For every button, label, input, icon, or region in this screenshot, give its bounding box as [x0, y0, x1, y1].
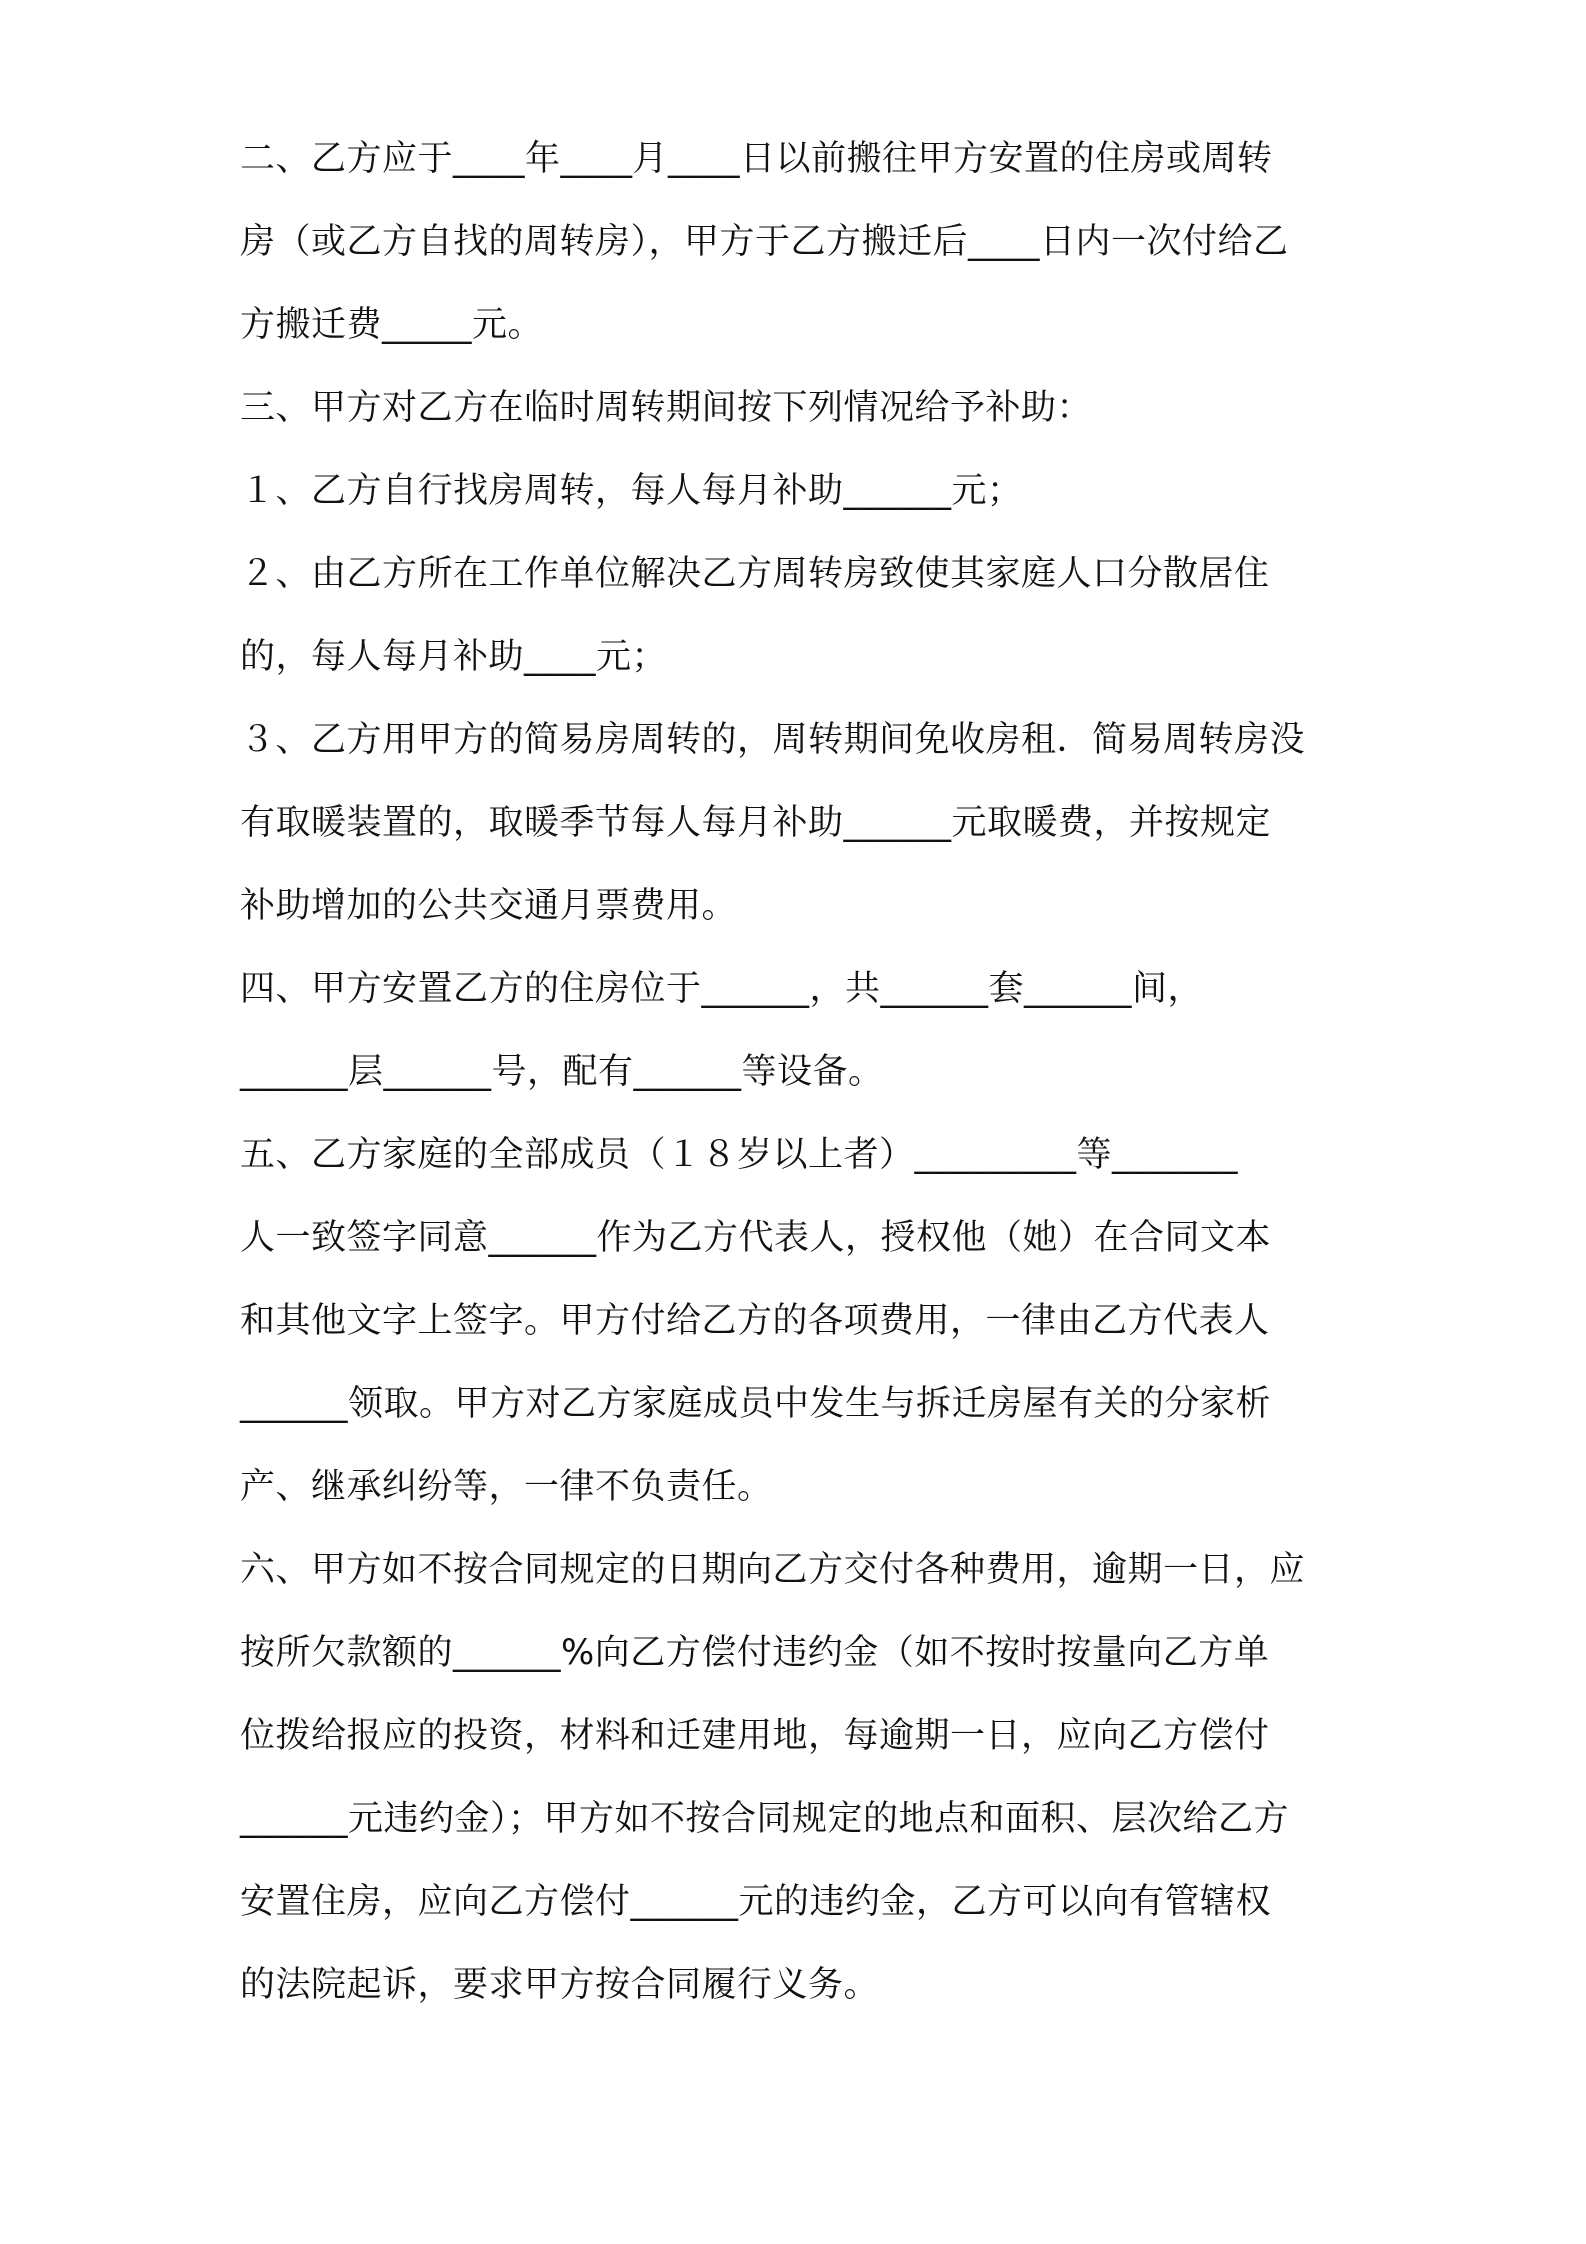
text-line: 补助增加的公共交通月票费用。	[240, 886, 738, 926]
text-line: 五、乙方家庭的全部成员（１８岁以上者）_________等_______	[240, 1135, 1239, 1175]
text-line: ______领取。甲方对乙方家庭成员中发生与拆迁房屋有关的分家析	[240, 1384, 1272, 1424]
text-line: 的法院起诉，要求甲方按合同履行义务。	[240, 1965, 880, 2005]
text-line: ______元违约金）；甲方如不按合同规定的地点和面积、层次给乙方	[240, 1799, 1290, 1839]
text-line: ______层______号，配有______等设备。	[240, 1052, 884, 1092]
text-line: 安置住房，应向乙方偿付______元的违约金，乙方可以向有管辖权	[240, 1882, 1272, 1922]
text-line: ２、由乙方所在工作单位解决乙方周转房致使其家庭人口分散居住	[240, 554, 1270, 594]
text-line: 产、继承纠纷等，一律不负责任。	[240, 1467, 773, 1507]
text-line: 方搬迁费_____元。	[240, 305, 544, 345]
text-line: 位拨给报应的投资，材料和迁建用地，每逾期一日，应向乙方偿付	[240, 1716, 1270, 1756]
text-line: 的，每人每月补助____元；	[240, 637, 668, 677]
text-line: 和其他文字上签字。甲方付给乙方的各项费用，一律由乙方代表人	[240, 1301, 1270, 1341]
text-line: 有取暖装置的，取暖季节每人每月补助______元取暖费，并按规定	[240, 803, 1272, 843]
text-line: 六、甲方如不按合同规定的日期向乙方交付各种费用，逾期一日，应	[240, 1550, 1306, 1590]
text-line: 房（或乙方自找的周转房），甲方于乙方搬迁后____日内一次付给乙	[240, 222, 1289, 262]
text-line: 人一致签字同意______作为乙方代表人，授权他（她）在合同文本	[240, 1218, 1272, 1258]
text-line: 按所欠款额的______%向乙方偿付违约金（如不按时按量向乙方单	[240, 1633, 1270, 1673]
text-line: １、乙方自行找房周转，每人每月补助______元；	[240, 471, 1023, 511]
text-line: ３、乙方用甲方的简易房周转的，周转期间免收房租．简易周转房没	[240, 720, 1306, 760]
text-line: 四、甲方安置乙方的住房位于______，共______套______间，	[240, 969, 1204, 1009]
text-line: 三、甲方对乙方在临时周转期间按下列情况给予补助：	[240, 388, 1093, 428]
contract-page	[240, 118, 1360, 2027]
text-line: 二、乙方应于____年____月____日以前搬往甲方安置的住房或周转	[240, 139, 1273, 179]
